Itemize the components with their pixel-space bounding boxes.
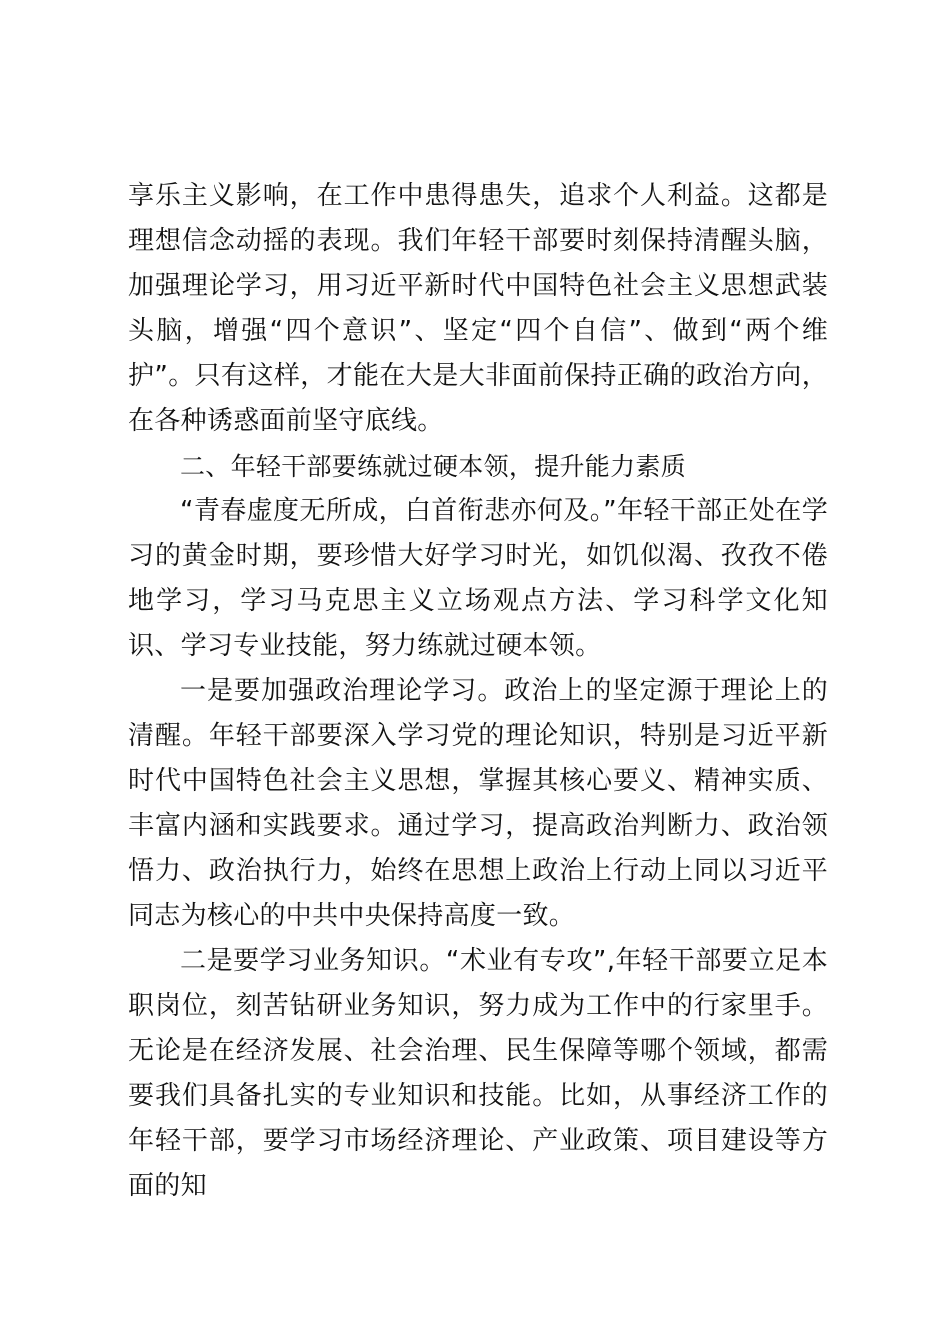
paragraph-body: 二是要学习业务知识。“术业有专攻”,年轻干部要立足本职岗位，刻苦钻研业务知识，努力成为工作中的行家里手。无论是在经济发展、社会治理、民生保障等哪个领域，都需要我们具备扎实的专业知识和技能。比如，从事经济工作的年轻干部，要学习市场经济理论、产业政策、项目建设等方面的知 (128, 946, 828, 1201)
paragraph-body: “青春虚度无所成，白首衔悲亦何及。”年轻干部正处在学习的黄金时期，要珍惜大好学习时光，如饥似渴、孜孜不倦地学习，学习马克思主义立场观点方法、学习科学文化知识、学习专业技能，努力练就过硬本领。 (128, 496, 828, 661)
document-body (128, 174, 828, 1209)
section-heading: 二、年轻干部要练就过硬本领，提升能力素质 (180, 452, 687, 481)
paragraph-continuation: 享乐主义影响，在工作中患得患失，追求个人利益。这都是理想信念动摇的表现。我们年轻干部要时刻保持清醒头脑，加强理论学习，用习近平新时代中国特色社会主义思想武装头脑，增强“四个意识”、坚定“四个自信”、做到“两个维护”。只有这样，才能在大是大非面前保持正确的政治方向，在各种诱惑面前坚守底线。 (128, 181, 828, 436)
paragraph-body: 一是要加强政治理论学习。政治上的坚定源于理论上的清醒。年轻干部要深入学习党的理论知识，特别是习近平新时代中国特色社会主义思想，掌握其核心要义、精神实质、丰富内涵和实践要求。通过学习，提高政治判断力、政治领悟力、政治执行力，始终在思想上政治上行动上同以习近平同志为核心的中共中央保持高度一致。 (128, 676, 828, 931)
